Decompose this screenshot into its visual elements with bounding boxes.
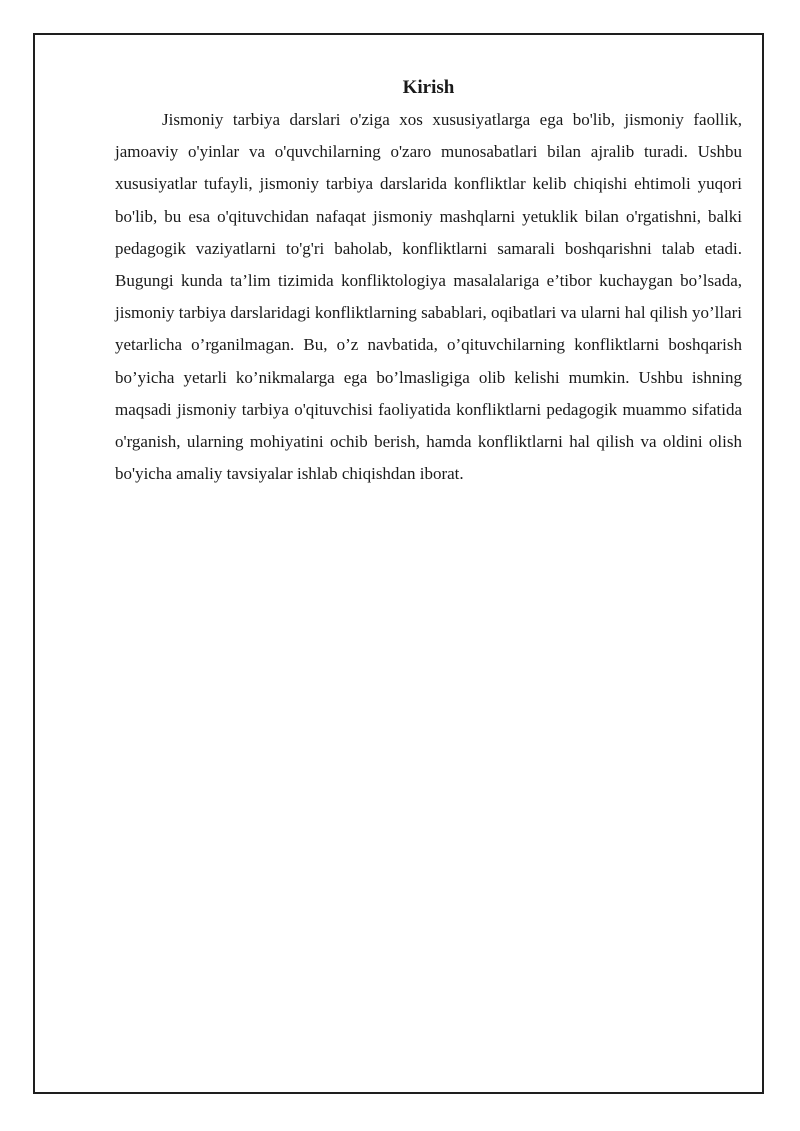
section-title: Kirish: [402, 77, 455, 98]
document-body: [115, 74, 742, 490]
intro-paragraph: Jismoniy tarbiya darslari o'ziga xos xususiyatlarga ega bo'lib, jismoniy faollik, jamoaviy o'yinlar va o'quvchilarning o'zaro munosabatlari bilan ajralib turadi. Ushbu xususiyatlar tufayli, jismoniy tarbiya darslarida konfliktlar kelib chiqishi ehtimoli yuqori bo'lib, bu esa o'qituvchidan nafaqat jismoniy mashqlarni yetuklik bilan o'rgatishni, balki pedagogik vaziyatlarni to'g'ri baholab, konfliktlarni samarali boshqarishni talab etadi. Bugungi kunda ta’lim tizimida konfliktologiya masalalariga e’tibor kuchaygan bo’lsada, jismoniy tarbiya darslaridagi konfliktlarning sabablari, oqibatlari va ularni hal qilish yo’llari yetarlicha o’rganilmagan. Bu, o’z navbatida, o’qituvchilarning konfliktlarni boshqarish bo’yicha yetarli ko’nikmalarga ega bo’lmasligiga olib kelishi mumkin. Ushbu ishning maqsadi jismoniy tarbiya o'qituvchisi faoliyatida konfliktlarni pedagogik muammo sifatida o'rganish, ularning mohiyatini ochib berish, hamda konfliktlarni hal qilish va oldini olish bo'yicha amaliy tavsiyalar ishlab chiqishdan iborat.: [115, 110, 742, 484]
